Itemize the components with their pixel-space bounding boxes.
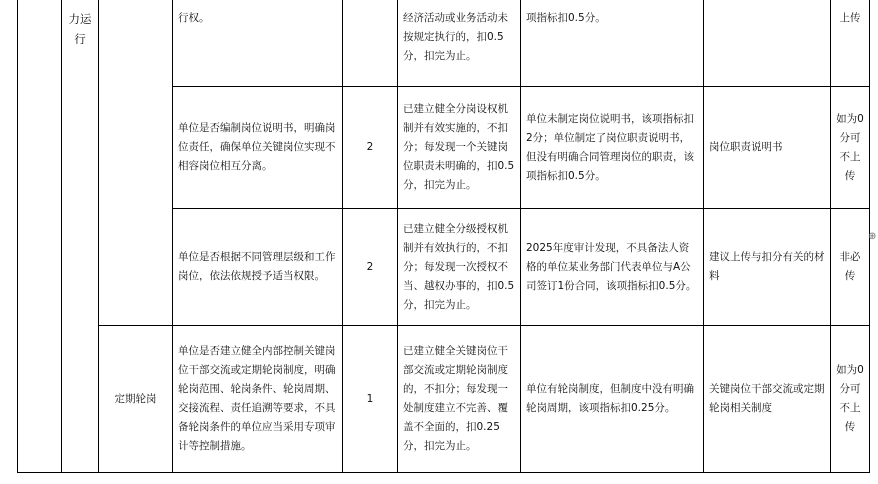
category-cell: 力运行	[62, 0, 99, 473]
score-cell	[343, 0, 398, 87]
criteria-cell: 已建立健全关键岗位干部交流或定期轮岗制度的，不扣分；每发现一处制度建立不完善、覆盖不全面的，扣0.25分，扣完为止。	[398, 326, 521, 473]
level1-category-cell	[18, 0, 62, 473]
material-cell: 建议上传与扣分有关的材料	[704, 209, 831, 326]
requirement-cell: 单位是否根据不同管理层级和工作岗位，依法依规授予适当权限。	[173, 209, 343, 326]
criteria-cell: 已建立健全分岗设权机制并有效实施的，不扣分；每发现一个关键岗位职责未明确的，扣0.5分，扣完为止。	[398, 87, 521, 209]
plus-icon[interactable]: ⊕	[868, 231, 877, 242]
example-cell: 2025年度审计发现，不具备法人资格的单位某业务部门代表单位与A公司签订1份合同，该项指标扣0.5分。	[521, 209, 704, 326]
material-cell: 岗位职责说明书	[704, 87, 831, 209]
requirement-cell: 单位是否编制岗位说明书，明确岗位责任，确保单位关键岗位实现不相容岗位相互分离。	[173, 87, 343, 209]
criteria-cell: 经济活动或业务活动未按规定执行的，扣0.5分，扣完为止。	[398, 0, 521, 87]
example-cell: 项指标扣0.5分。	[521, 0, 704, 87]
score-cell: 2	[343, 209, 398, 326]
table-row	[18, 0, 870, 87]
requirement-cell: 行权。	[173, 0, 343, 87]
subcategory-cell-empty	[99, 0, 173, 326]
requirement-cell: 单位是否建立健全内部控制关键岗位干部交流或定期轮岗制度，明确轮岗范围、轮岗条件、轮岗周期、交接流程、责任追溯等要求，不具备轮岗条件的单位应当采用专项审计等控制措施。	[173, 326, 343, 473]
upload-cell: 上传	[831, 0, 870, 87]
subcategory-cell: 定期轮岗	[99, 326, 173, 473]
material-cell: 关键岗位干部交流或定期轮岗相关制度	[704, 326, 831, 473]
table-row	[18, 326, 870, 473]
example-cell: 单位未制定岗位说明书，该项指标扣2分；单位制定了岗位职责说明书，但没有明确合同管理岗位的职责，该项指标扣0.5分。	[521, 87, 704, 209]
evaluation-table	[17, 0, 870, 473]
example-cell: 单位有轮岗制度，但制度中没有明确轮岗周期，该项指标扣0.25分。	[521, 326, 704, 473]
upload-cell: 非必传	[831, 209, 870, 326]
upload-cell: 如为0分可不上传	[831, 326, 870, 473]
score-cell: 1	[343, 326, 398, 473]
criteria-cell: 已建立健全分级授权机制并有效执行的，不扣分；每发现一次授权不当、越权办事的，扣0.5分，扣完为止。	[398, 209, 521, 326]
material-cell	[704, 0, 831, 87]
score-cell: 2	[343, 87, 398, 209]
upload-cell: 如为0分可不上传	[831, 87, 870, 209]
